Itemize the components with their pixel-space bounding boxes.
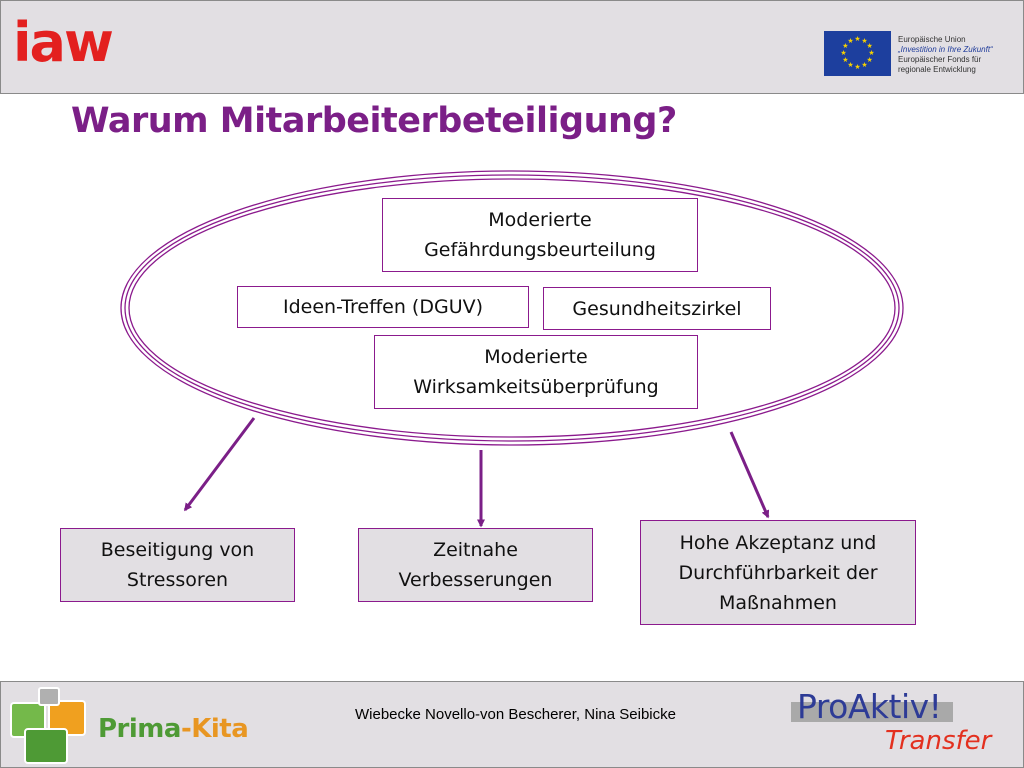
arrow-to-acceptance [731, 432, 768, 517]
footer-bar [0, 681, 1024, 768]
svg-text:★: ★ [861, 36, 868, 45]
svg-text:★: ★ [868, 49, 875, 57]
eu-notice-line1: Europäische Union [898, 35, 966, 44]
box-health-circle: Gesundheitszirkel [543, 287, 771, 330]
arrow-to-stressors [185, 418, 254, 510]
svg-text:★: ★ [854, 35, 861, 43]
slide-title: Warum Mitarbeiterbeteiligung? [71, 101, 677, 141]
svg-text:★: ★ [847, 36, 854, 45]
svg-text:★: ★ [866, 56, 873, 64]
box-prompt-improvements: Zeitnahe Verbesserungen [358, 528, 593, 602]
box-ideas-meeting: Ideen-Treffen (DGUV) [237, 286, 529, 328]
svg-text:★: ★ [854, 63, 861, 71]
eu-notice-line3: Europäischer Fonds für [898, 55, 982, 64]
prima-kita-logo-icon [9, 685, 89, 765]
proaktiv-logo: ProAktiv! [797, 687, 942, 726]
prima-word: Prima [98, 714, 181, 744]
box-high-acceptance: Hohe Akzeptanz und Durchführbarkeit der Maßnahmen [640, 520, 916, 625]
iaw-logo: iaw [13, 11, 112, 74]
prima-dash: - [180, 714, 192, 744]
kita-word: Kita [191, 714, 249, 744]
prima-kita-wordmark [98, 714, 248, 744]
svg-text:★: ★ [861, 61, 868, 70]
eu-notice-line2: „Investition in Ihre Zukunft“ [898, 45, 993, 54]
box-moderated-risk-assessment: Moderierte Gefährdungsbeurteilung [382, 198, 698, 272]
box-moderated-effectiveness-review: Moderierte Wirksamkeitsüberprüfung [374, 335, 698, 409]
svg-text:★: ★ [866, 42, 873, 50]
svg-text:★: ★ [842, 56, 849, 64]
transfer-logo-text: Transfer [885, 726, 992, 756]
svg-text:★: ★ [842, 42, 849, 50]
box-remove-stressors: Beseitigung von Stressoren [60, 528, 295, 602]
svg-text:★: ★ [847, 61, 854, 70]
footer-authors: Wiebecke Novello-von Bescherer, Nina Seibicke [355, 706, 676, 723]
svg-text:★: ★ [840, 49, 847, 57]
eu-notice-line4: regionale Entwicklung [898, 65, 976, 74]
